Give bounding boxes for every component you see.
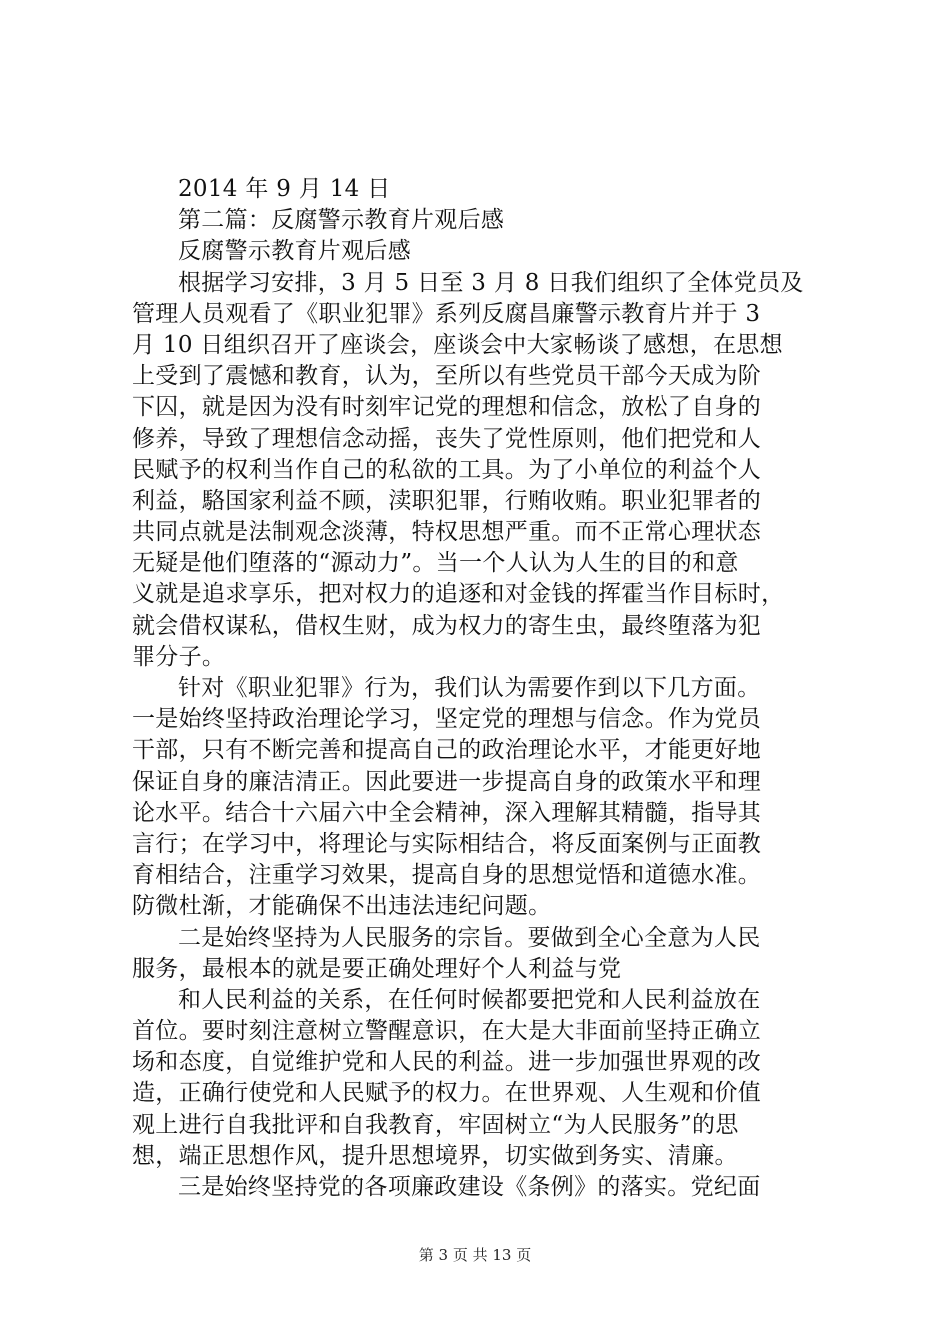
text-line: 月 10 日组织召开了座谈会，座谈会中大家畅谈了感想，在思想 [132,331,783,358]
text-line: 管理人员观看了《职业犯罪》系列反腐昌廉警示教育片并于 3 [132,300,761,327]
page-footer: 第 3 页 共 13 页 [418,1246,532,1264]
text-line: 民赋予的权利当作自己的私欲的工具。为了小单位的利益个人 [132,456,762,483]
text-line: 利益，駱国家利益不顾，渎职犯罪，行贿收贿。职业犯罪者的 [132,487,762,514]
text-line: 根据学习安排，3 月 5 日至 3 月 8 日我们组织了全体党员及 [178,269,804,296]
text-line: 服务，最根本的就是要正确处理好个人利益与党 [132,955,622,982]
text-line: 就会借权谋私，借权生财，成为权力的寄生虫，最终堕落为犯 [132,612,762,639]
text-line: 反腐警示教育片观后感 [178,238,411,265]
text-line: 二是始终坚持为人民服务的宗旨。要做到全心全意为人民 [178,924,761,951]
text-line: 无疑是他们堕落的“源动力”。当一个人认为人生的目的和意 [132,550,739,577]
text-line: 下囚，就是因为没有时刻牢记党的理想和信念，放松了自身的 [132,394,762,421]
text-line: 修养，导致了理想信念动摇，丧失了党性原则，他们把党和人 [132,425,762,452]
text-line: 防微杜渐，才能确保不出违法违纪问题。 [132,893,552,920]
text-line: 育相结合，注重学习效果，提高自身的思想觉悟和道德水准。 [132,862,762,889]
text-line: 三是始终坚持党的各项廉政建设《条例》的落实。党纪面 [178,1174,761,1200]
text-line: 共同点就是法制观念淡薄，特权思想严重。而不正常心理状态 [132,519,762,546]
text-line: 2014 年 9 月 14 日 [178,176,391,202]
text-line: 干部，只有不断完善和提高自己的政治理论水平，才能更好地 [132,737,762,764]
text-line: 保证自身的廉洁清正。因此要进一步提高自身的政策水平和理 [132,768,762,795]
text-line: 上受到了震憾和教育，认为，至所以有些党员干部今天成为阶 [132,363,762,390]
text-line: 想，端正思想作风，提升思想境界，切实做到务实、清廉。 [132,1142,738,1169]
text-line: 造，正确行使党和人民赋予的权力。在世界观、人生观和价值 [132,1080,762,1107]
text-line: 言行；在学习中，将理论与实际相结合，将反面案例与正面教 [132,830,762,857]
text-line: 罪分子。 [132,643,226,670]
text-line: 和人民利益的关系，在任何时候都要把党和人民利益放在 [178,986,761,1013]
text-line: 场和态度，自觉维护党和人民的利益。进一步加强世界观的改 [132,1049,762,1076]
text-line: 论水平。结合十六届六中全会精神，深入理解其精髓，指导其 [132,799,762,826]
document-body [132,174,832,1203]
text-line: 首位。要时刻注意树立警醒意识，在大是大非面前坚持正确立 [132,1018,762,1045]
text-line: 第二篇：反腐警示教育片观后感 [178,207,505,234]
text-line: 针对《职业犯罪》行为，我们认为需要作到以下几方面。 [178,675,761,701]
text-line: 观上进行自我批评和自我教育，牢固树立“为人民服务”的思 [132,1111,739,1138]
text-line: 一是始终坚持政治理论学习，坚定党的理想与信念。作为党员 [132,706,762,733]
text-line: 义就是追求享乐，把对权力的追逐和对金钱的挥霍当作目标时， [132,581,785,608]
